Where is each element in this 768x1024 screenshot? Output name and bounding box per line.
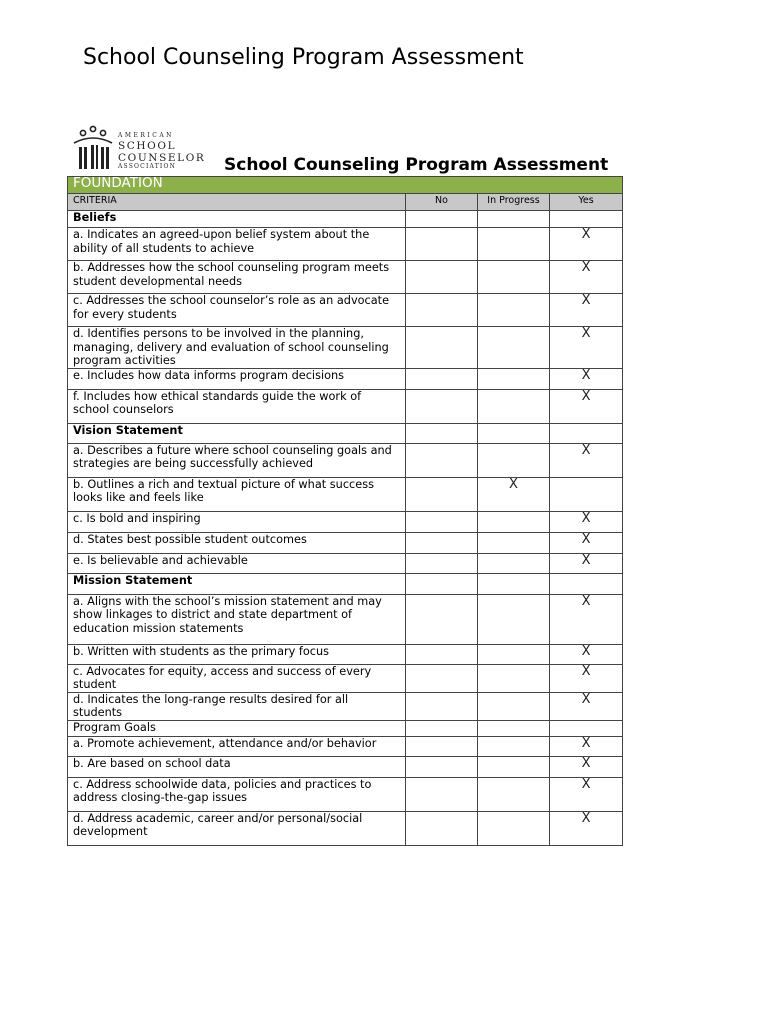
logo-text-association: ASSOCIATION bbox=[118, 163, 177, 170]
in-progress-cell bbox=[478, 644, 550, 664]
no-cell bbox=[406, 294, 478, 327]
no-cell bbox=[406, 477, 478, 511]
no-cell bbox=[406, 368, 478, 389]
table-row bbox=[68, 511, 623, 532]
table-row bbox=[68, 594, 623, 644]
table-row bbox=[68, 664, 623, 692]
no-cell bbox=[406, 594, 478, 644]
section-row bbox=[68, 423, 623, 443]
section-heading: Program Goals bbox=[68, 720, 406, 736]
yes-cell: X bbox=[550, 553, 623, 573]
in-progress-cell bbox=[478, 511, 550, 532]
yes-cell bbox=[550, 477, 623, 511]
table-row bbox=[68, 756, 623, 777]
table-row bbox=[68, 389, 623, 423]
table-row bbox=[68, 532, 623, 553]
yes-cell: X bbox=[550, 368, 623, 389]
table-row bbox=[68, 327, 623, 369]
criteria-cell: d. Identifies persons to be involved in the planning, managing, delivery and evaluation of school counseling program activities bbox=[68, 327, 406, 369]
yes-cell: X bbox=[550, 294, 623, 327]
section-heading: Mission Statement bbox=[68, 573, 406, 594]
table-row bbox=[68, 477, 623, 511]
table-row bbox=[68, 443, 623, 477]
yes-cell: X bbox=[550, 511, 623, 532]
yes-cell: X bbox=[550, 532, 623, 553]
in-progress-cell: X bbox=[478, 477, 550, 511]
section-row bbox=[68, 720, 623, 736]
yes-cell: X bbox=[550, 736, 623, 756]
in-progress-cell bbox=[478, 811, 550, 845]
yes-cell bbox=[550, 423, 623, 443]
no-cell bbox=[406, 736, 478, 756]
criteria-cell: c. Is bold and inspiring bbox=[68, 511, 406, 532]
table-title: School Counseling Program Assessment bbox=[224, 155, 609, 175]
criteria-cell: b. Addresses how the school counseling program meets student developmental needs bbox=[68, 261, 406, 294]
yes-cell: X bbox=[550, 327, 623, 369]
in-progress-cell bbox=[478, 368, 550, 389]
in-progress-cell bbox=[478, 573, 550, 594]
criteria-cell: a. Describes a future where school counseling goals and strategies are being successfully achieved bbox=[68, 443, 406, 477]
yes-cell bbox=[550, 720, 623, 736]
yes-cell bbox=[550, 211, 623, 228]
table-row bbox=[68, 777, 623, 811]
yes-cell: X bbox=[550, 756, 623, 777]
in-progress-cell bbox=[478, 594, 550, 644]
yes-cell: X bbox=[550, 664, 623, 692]
no-header: No bbox=[406, 194, 478, 211]
in-progress-header: In Progress bbox=[478, 194, 550, 211]
no-cell bbox=[406, 261, 478, 294]
no-cell bbox=[406, 532, 478, 553]
criteria-cell: a. Indicates an agreed-upon belief system about the ability of all students to achieve bbox=[68, 228, 406, 261]
section-heading: Vision Statement bbox=[68, 423, 406, 443]
in-progress-cell bbox=[478, 756, 550, 777]
no-cell bbox=[406, 720, 478, 736]
table-row bbox=[68, 294, 623, 327]
criteria-cell: c. Addresses the school counselor’s role as an advocate for every students bbox=[68, 294, 406, 327]
assessment-table bbox=[67, 176, 623, 846]
in-progress-cell bbox=[478, 294, 550, 327]
in-progress-cell bbox=[478, 777, 550, 811]
table-row bbox=[68, 692, 623, 720]
in-progress-cell bbox=[478, 692, 550, 720]
in-progress-cell bbox=[478, 327, 550, 369]
yes-cell: X bbox=[550, 644, 623, 664]
table-row bbox=[68, 368, 623, 389]
no-cell bbox=[406, 777, 478, 811]
page-title: School Counseling Program Assessment bbox=[83, 45, 524, 70]
table-row bbox=[68, 261, 623, 294]
criteria-cell: a. Promote achievement, attendance and/or behavior bbox=[68, 736, 406, 756]
asca-figures-icon bbox=[70, 125, 116, 173]
yes-cell: X bbox=[550, 443, 623, 477]
section-heading: Beliefs bbox=[68, 211, 406, 228]
table-row bbox=[68, 736, 623, 756]
in-progress-cell bbox=[478, 720, 550, 736]
no-cell bbox=[406, 443, 478, 477]
in-progress-cell bbox=[478, 228, 550, 261]
criteria-cell: b. Written with students as the primary focus bbox=[68, 644, 406, 664]
criteria-cell: d. Address academic, career and/or personal/social development bbox=[68, 811, 406, 845]
no-cell bbox=[406, 553, 478, 573]
in-progress-cell bbox=[478, 664, 550, 692]
no-cell bbox=[406, 389, 478, 423]
in-progress-cell bbox=[478, 532, 550, 553]
no-cell bbox=[406, 511, 478, 532]
yes-cell: X bbox=[550, 228, 623, 261]
yes-cell: X bbox=[550, 692, 623, 720]
in-progress-cell bbox=[478, 423, 550, 443]
in-progress-cell bbox=[478, 736, 550, 756]
criteria-cell: c. Advocates for equity, access and success of every student bbox=[68, 664, 406, 692]
table-row bbox=[68, 811, 623, 845]
table-row bbox=[68, 644, 623, 664]
table-header-row bbox=[68, 194, 623, 211]
yes-cell bbox=[550, 573, 623, 594]
logo-text-school: SCHOOL bbox=[118, 140, 177, 152]
yes-cell: X bbox=[550, 811, 623, 845]
in-progress-cell bbox=[478, 211, 550, 228]
asca-logo bbox=[70, 125, 206, 173]
criteria-header: CRITERIA bbox=[68, 194, 406, 211]
section-row bbox=[68, 573, 623, 594]
criteria-cell: c. Address schoolwide data, policies and practices to address closing-the-gap issues bbox=[68, 777, 406, 811]
criteria-cell: d. States best possible student outcomes bbox=[68, 532, 406, 553]
section-row bbox=[68, 211, 623, 228]
no-cell bbox=[406, 423, 478, 443]
no-cell bbox=[406, 327, 478, 369]
no-cell bbox=[406, 756, 478, 777]
no-cell bbox=[406, 211, 478, 228]
logo-text-american: AMERICAN bbox=[118, 132, 174, 139]
yes-cell: X bbox=[550, 777, 623, 811]
criteria-cell: b. Outlines a rich and textual picture of what success looks like and feels like bbox=[68, 477, 406, 511]
no-cell bbox=[406, 664, 478, 692]
criteria-cell: e. Includes how data informs program decisions bbox=[68, 368, 406, 389]
no-cell bbox=[406, 692, 478, 720]
yes-cell: X bbox=[550, 389, 623, 423]
criteria-cell: f. Includes how ethical standards guide the work of school counselors bbox=[68, 389, 406, 423]
yes-cell: X bbox=[550, 261, 623, 294]
table-row bbox=[68, 228, 623, 261]
yes-header: Yes bbox=[550, 194, 623, 211]
no-cell bbox=[406, 228, 478, 261]
in-progress-cell bbox=[478, 443, 550, 477]
criteria-cell: d. Indicates the long-range results desired for all students bbox=[68, 692, 406, 720]
criteria-cell: b. Are based on school data bbox=[68, 756, 406, 777]
in-progress-cell bbox=[478, 389, 550, 423]
logo-text-counselor: COUNSELOR bbox=[118, 151, 206, 164]
no-cell bbox=[406, 644, 478, 664]
in-progress-cell bbox=[478, 553, 550, 573]
foundation-band bbox=[68, 177, 623, 194]
in-progress-cell bbox=[478, 261, 550, 294]
foundation-band-label: FOUNDATION bbox=[68, 177, 623, 194]
no-cell bbox=[406, 573, 478, 594]
criteria-cell: e. Is believable and achievable bbox=[68, 553, 406, 573]
criteria-cell: a. Aligns with the school’s mission statement and may show linkages to district and state department of education mission statements bbox=[68, 594, 406, 644]
table-row bbox=[68, 553, 623, 573]
yes-cell: X bbox=[550, 594, 623, 644]
no-cell bbox=[406, 811, 478, 845]
